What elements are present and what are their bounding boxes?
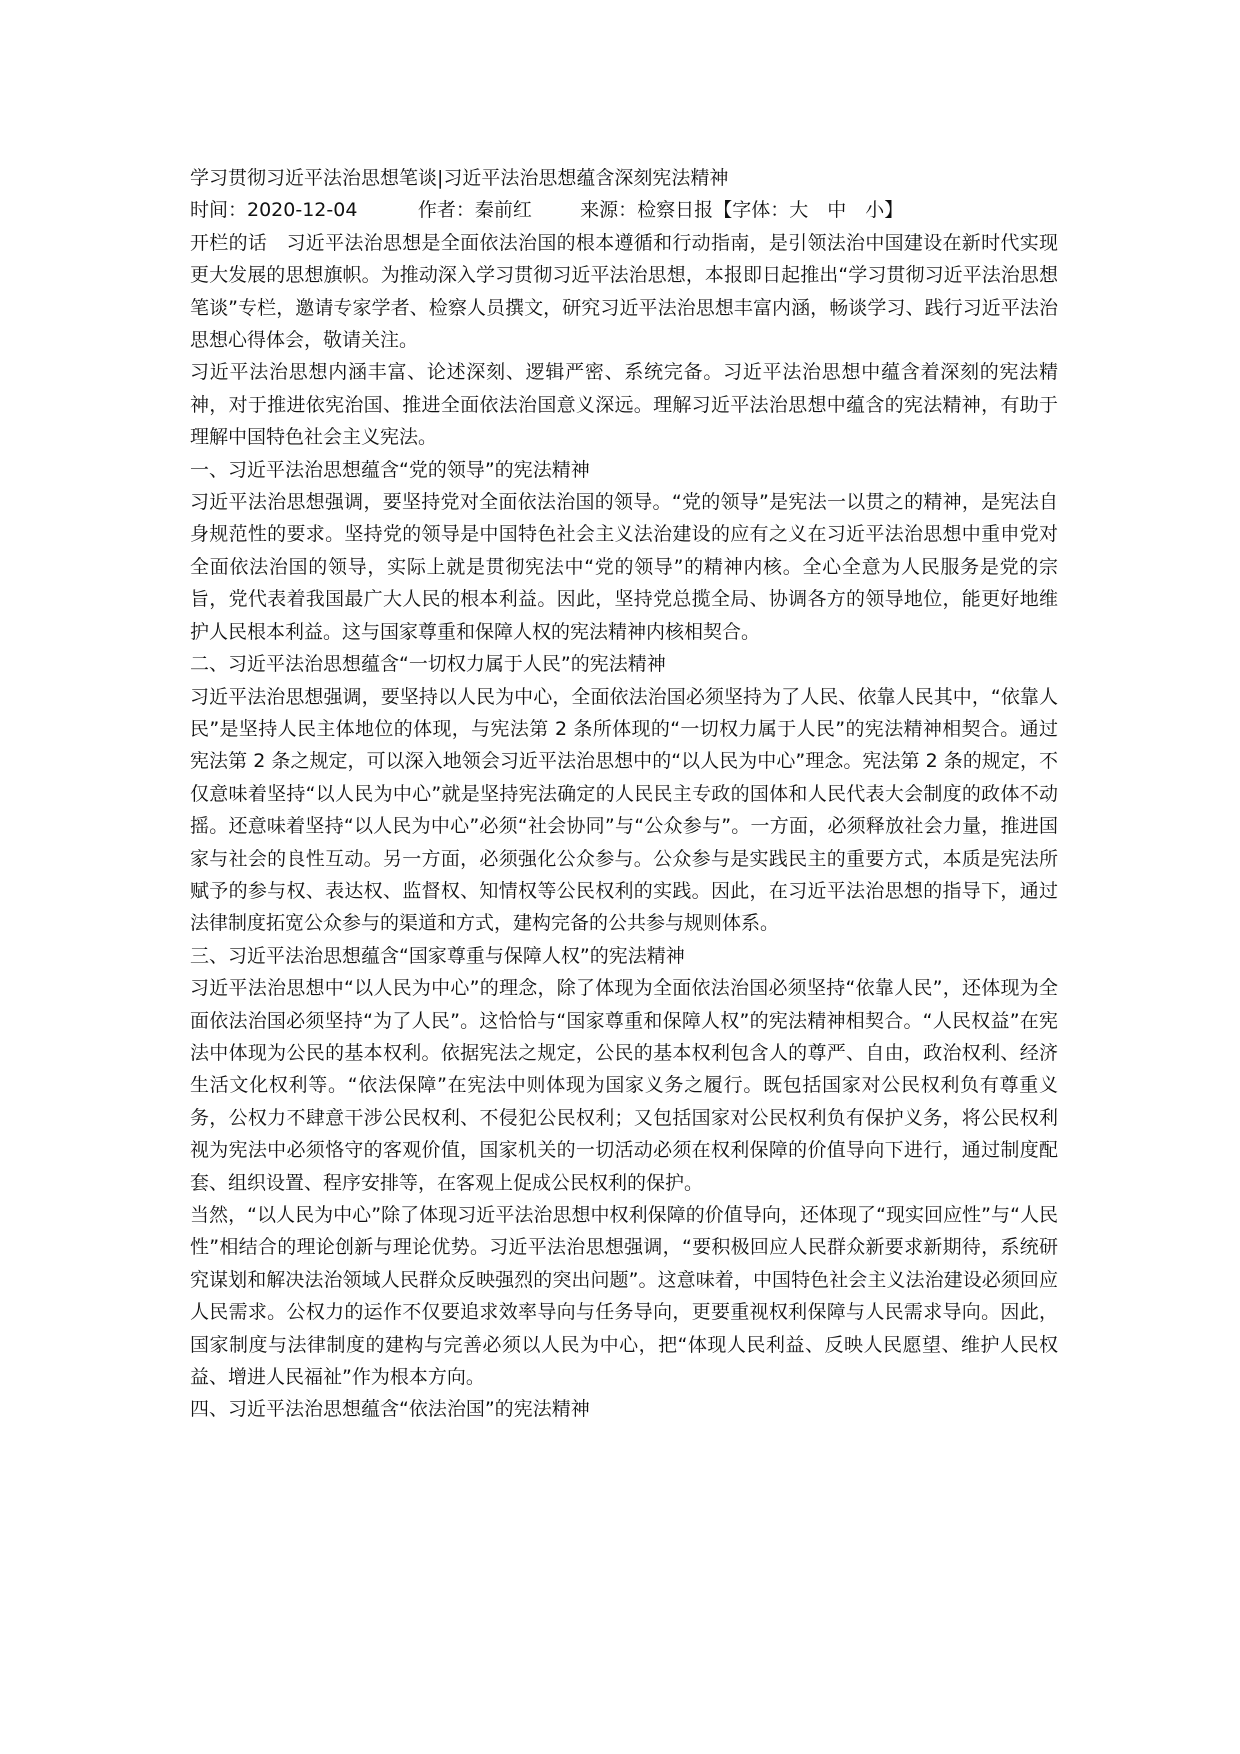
document-page: [190, 162, 1058, 1426]
source: 来源：检察日报: [580, 199, 714, 222]
body-paragraph: 当然，“以人民为中心”除了体现习近平法治思想中权利保障的价值导向，还体现了“现实回应性”与“人民性”相结合的理论创新与理论优势。习近平法治思想强调，“要积极回应人民群众新要求新期待，系统研究谋划和解决法治领域人民群众反映强烈的突出问题”。这意味着，中国特色社会主义法治建设必须回应人民需求。公权力的运作不仅要追求效率导向与任务导向，更要重视权利保障与人民需求导向。因此，国家制度与法律制度的建构与完善必须以人民为中心，把“体现人民利益、反映人民愿望、维护人民权益、增进人民福祉”作为根本方向。: [190, 1204, 1058, 1389]
article-title: 学习贯彻习近平法治思想笔谈|习近平法治思想蕴含深刻宪法精神: [190, 167, 729, 189]
section-heading: 三、习近平法治思想蕴含“国家尊重与保障人权”的宪法精神: [190, 944, 685, 967]
author: 作者：秦前红: [417, 199, 532, 222]
body-paragraph: 习近平法治思想内涵丰富、论述深刻、逻辑严密、系统完备。习近平法治思想中蕴含着深刻的宪法精神，对于推进依宪治国、推进全面依法治国意义深远。理解习近平法治思想中蕴含的宪法精神，有助于理解中国特色社会主义宪法。: [190, 361, 1058, 449]
section-heading: 一、习近平法治思想蕴含“党的领导”的宪法精神: [190, 458, 590, 481]
publish-time: 时间：2020-12-04: [190, 199, 358, 222]
body-paragraph: 习近平法治思想中“以人民为中心”的理念，除了体现为全面依法治国必须坚持“依靠人民”，还体现为全面依法治国必须坚持“为了人民”。这恰恰与“国家尊重和保障人权”的宪法精神相契合。“人民权益”在宪法中体现为公民的基本权利。依据宪法之规定，公民的基本权利包含人的尊严、自由，政治权利、经济生活文化权利等。“依法保障”在宪法中则体现为国家义务之履行。既包括国家对公民权利负有尊重义务，公权力不肆意干涉公民权利、不侵犯公民权利；又包括国家对公民权利负有保护义务，将公民权利视为宪法中必须恪守的客观价值，国家机关的一切活动必须在权利保障的价值导向下进行，通过制度配套、组织设置、程序安排等，在客观上促成公民权利的保护。: [190, 977, 1058, 1194]
article-meta: [190, 194, 1058, 226]
section-heading: 四、习近平法治思想蕴含“依法治国”的宪法精神: [190, 1398, 590, 1421]
font-size-control[interactable]: 【字体：大 中 小】: [713, 199, 904, 222]
intro-paragraph: 开栏的话 习近平法治思想是全面依法治国的根本遵循和行动指南，是引领法治中国建设在新时代实现更大发展的思想旗帜。为推动深入学习贯彻习近平法治思想，本报即日起推出“学习贯彻习近平法治思想笔谈”专栏，邀请专家学者、检察人员撰文，研究习近平法治思想丰富内涵，畅谈学习、践行习近平法治思想心得体会，敬请关注。: [190, 231, 1058, 352]
body-paragraph: 习近平法治思想强调，要坚持党对全面依法治国的领导。“党的领导”是宪法一以贯之的精神，是宪法自身规范性的要求。坚持党的领导是中国特色社会主义法治建设的应有之义在习近平法治思想中重申党对全面依法治国的领导，实际上就是贯彻宪法中“党的领导”的精神内核。全心全意为人民服务是党的宗旨，党代表着我国最广大人民的根本利益。因此，坚持党总揽全局、协调各方的领导地位，能更好地维护人民根本利益。这与国家尊重和保障人权的宪法精神内核相契合。: [190, 491, 1058, 643]
body-paragraph: 习近平法治思想强调，要坚持以人民为中心，全面依法治国必须坚持为了人民、依靠人民其中，“依靠人民”是坚持人民主体地位的体现，与宪法第 2 条所体现的“一切权力属于人民”的宪法精神相契合。通过宪法第 2 条之规定，可以深入地领会习近平法治思想中的“以人民为中心”理念。宪法第 2 条的规定，不仅意味着坚持“以人民为中心”就是坚持宪法确定的人民民主专政的国体和人民代表大会制度的政体不动摇。还意味着坚持“以人民为中心”必须“社会协同”与“公众参与”。一方面，必须释放社会力量，推进国家与社会的良性互动。另一方面，必须强化公众参与。公众参与是实践民主的重要方式，本质是宪法所赋予的参与权、表达权、监督权、知情权等公民权利的实践。因此，在习近平法治思想的指导下，通过法律制度拓宽公众参与的渠道和方式，建构完备的公共参与规则体系。: [190, 685, 1058, 935]
section-heading: 二、习近平法治思想蕴含“一切权力属于人民”的宪法精神: [190, 653, 666, 676]
